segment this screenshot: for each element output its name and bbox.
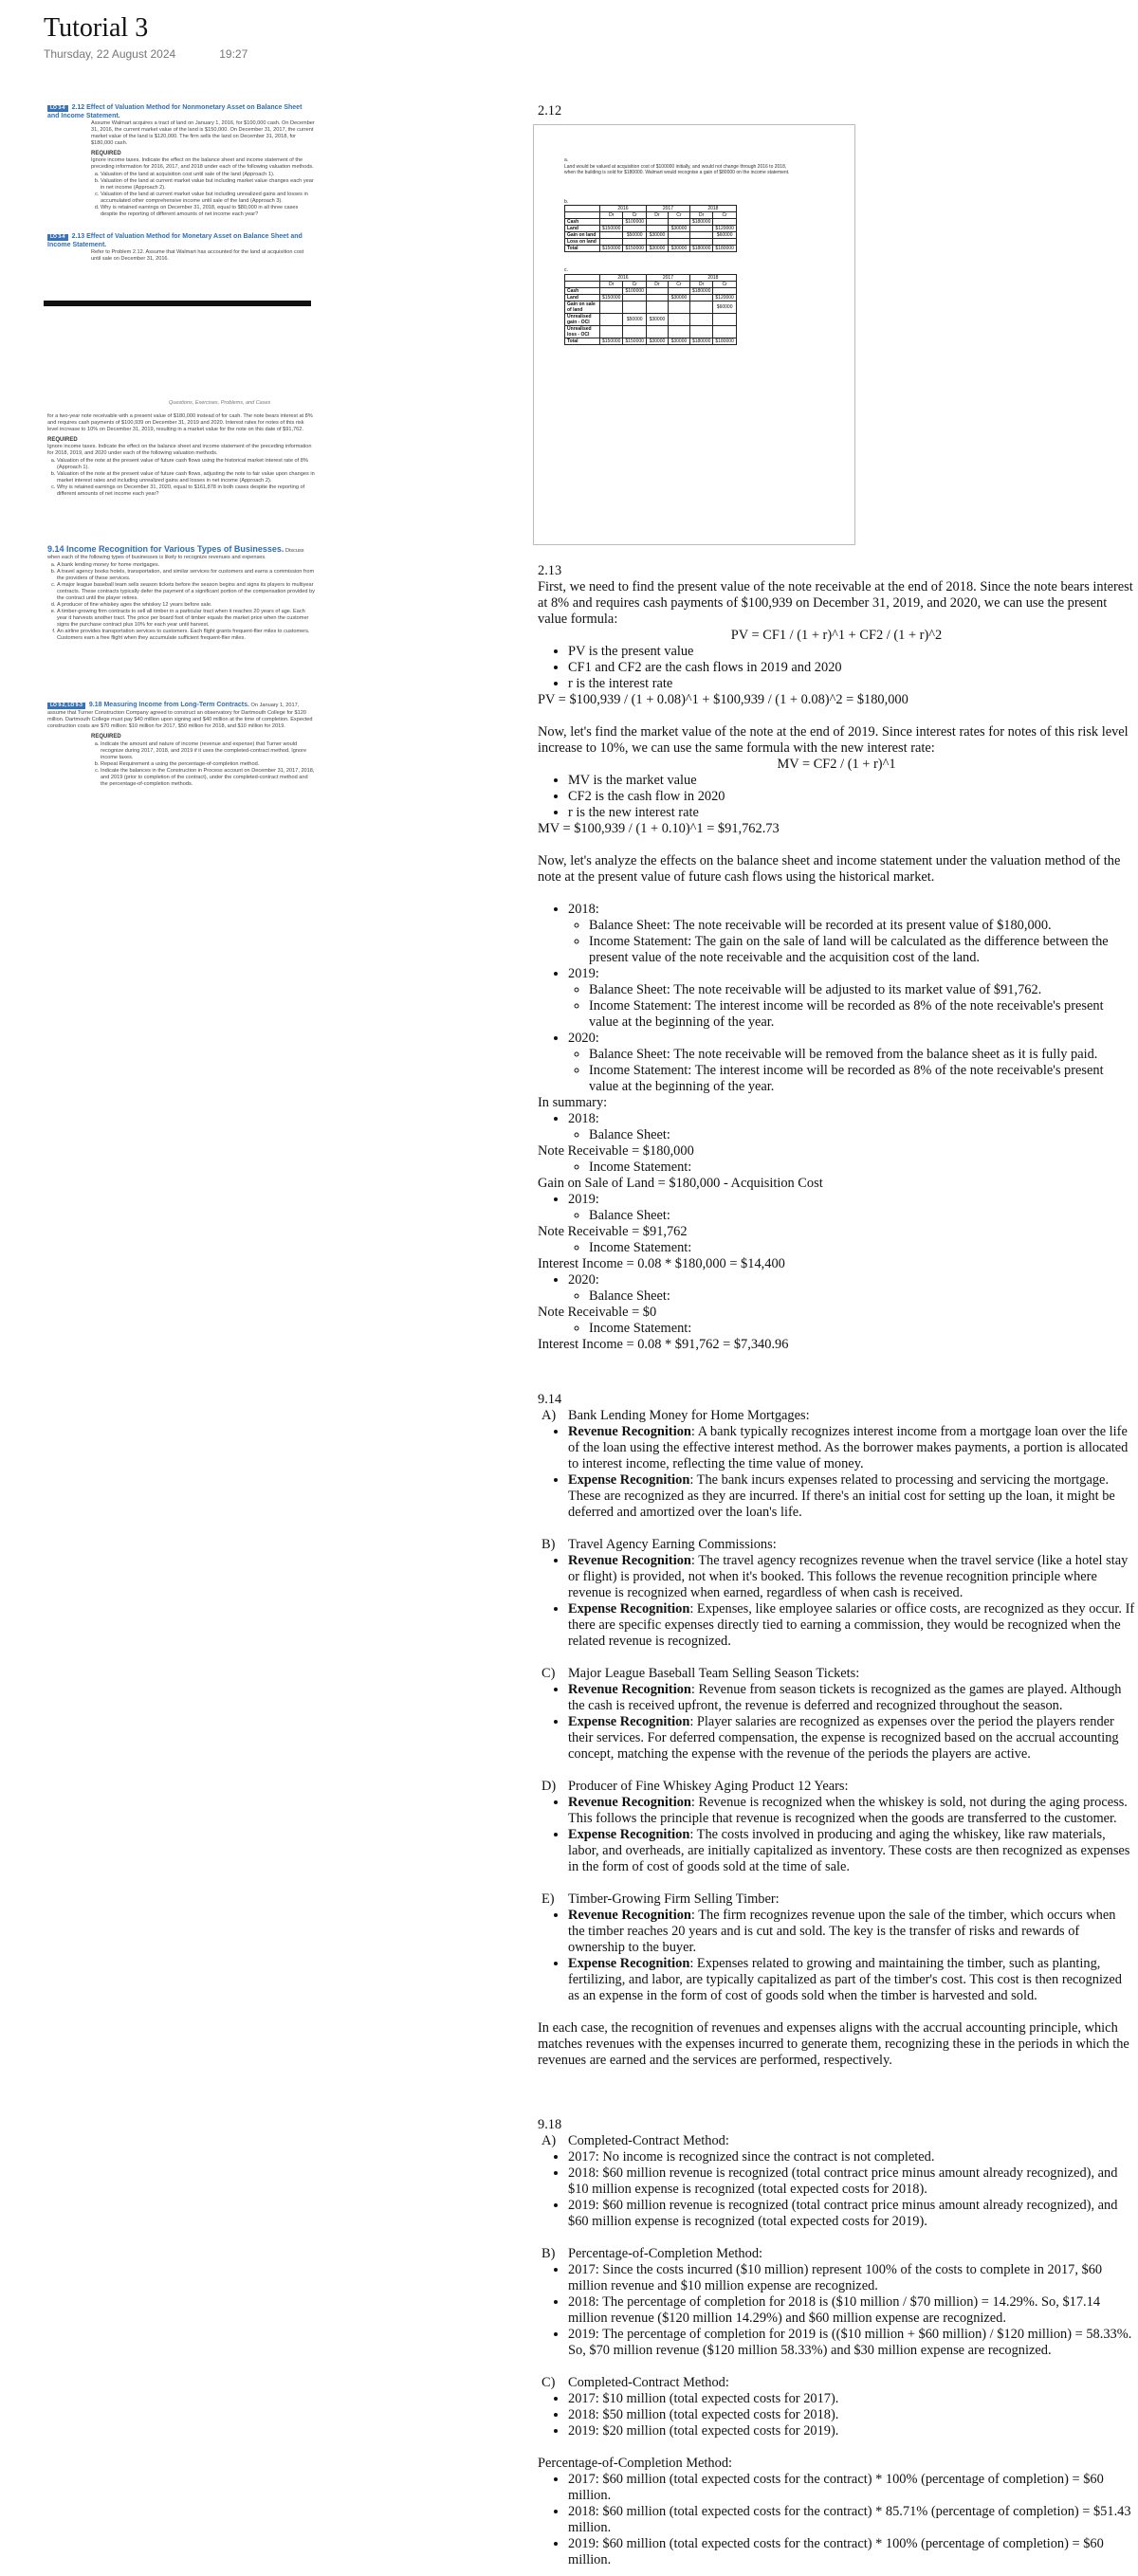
list-item: ◦ Balance Sheet: The note receivable will be adjusted to its market value of $91,762. xyxy=(589,982,1135,998)
list-item: ◦ Income Statement: xyxy=(589,1321,1135,1337)
table-cell xyxy=(600,232,623,239)
list-item: • r is the interest rate xyxy=(568,676,1135,692)
table-cell xyxy=(623,301,646,314)
list-item: e. A timber-growing firm contracts to sell all timber in a particular tract when it reaches 20 years of age. Each year it harvests another tract. The price per board foot of timber equals the market price when the customer signs the purchase contract plus 10% for each year until harvest. xyxy=(57,609,315,629)
table-cell: $120000 xyxy=(713,226,736,232)
list-item: • 2017: Since the costs incurred ($10 million) represent 100% of the costs to complete in 2017, $60 million revenue and $10 million expense are recognized. xyxy=(568,2262,1135,2294)
required-text: Ignore income taxes. Indicate the effect on the balance sheet and income statement of the preceding information for 2018, 2019, and 2020 under each of the following valuation methods. xyxy=(47,444,312,456)
part-label: B) xyxy=(541,1537,556,1552)
expense-recognition-label: Expense Recognition xyxy=(568,1472,690,1488)
table-cell xyxy=(689,314,712,326)
list-item: ◦ Balance Sheet: The note receivable will be recorded at its present value of $180,000. xyxy=(589,918,1135,934)
part-title: Travel Agency Earning Commissions: xyxy=(568,1537,777,1552)
year-label: 2018: xyxy=(568,1111,599,1126)
table-cell xyxy=(600,288,623,295)
table-row xyxy=(565,295,737,301)
part-title: Percentage-of-Completion Method: xyxy=(568,2246,763,2261)
table-cell: $100000 xyxy=(623,288,646,295)
part-label: E) xyxy=(541,1891,555,1907)
part-label: C) xyxy=(541,2375,556,2390)
list-item xyxy=(568,1827,1135,1875)
table-cell: $30000 xyxy=(646,232,668,239)
table-cell xyxy=(668,288,689,295)
list-item: • CF1 and CF2 are the cash flows in 2019 and 2020 xyxy=(568,660,1135,676)
table-header-cell: 2017 xyxy=(646,275,689,282)
table-cell xyxy=(623,239,646,246)
part-label: A) xyxy=(541,1408,557,1423)
year-label: 2019: xyxy=(568,1192,599,1207)
table-cell: $50000 xyxy=(623,314,646,326)
list-item: • r is the new interest rate xyxy=(568,805,1135,821)
list-item: • 2017: No income is recognized since the contract is not completed. xyxy=(568,2149,1135,2165)
table-cell: $60000 xyxy=(713,301,736,314)
table-cell: $60000 xyxy=(713,232,736,239)
problem-body: Discuss when each of the following types of businesses is likely to recognize revenues and expenses. xyxy=(47,548,304,560)
list-item xyxy=(568,1714,1135,1763)
table-row xyxy=(565,226,737,232)
list-item: ◦ Balance Sheet: xyxy=(589,1127,1135,1143)
lo-tag: LO 9-2, LO 9-3 xyxy=(47,703,85,709)
page-divider xyxy=(44,301,311,306)
solution-a-label: a. xyxy=(564,157,569,163)
paragraph: First, we need to find the present value of the note receivable at the end of 2018. Since the note bears interest at 8% and requires cash payments of $100,939 on December 31, 2019, and 2020, we can use the present value formula: xyxy=(538,579,1133,627)
list-item: a. Indicate the amount and nature of income (revenue and expense) that Turner would recognize during 2017, 2018, and 2019 if it uses the completed-contract method. Ignore income taxes. xyxy=(101,741,315,761)
required-heading: REQUIRED xyxy=(91,151,121,156)
table-cell: $180000 xyxy=(689,219,712,226)
list-item xyxy=(568,1472,1135,1521)
list-item: • 2018: $60 million (total expected costs for the contract) * 85.71% (percentage of completion) = $51.43 million. xyxy=(568,2504,1135,2536)
table-cell xyxy=(646,219,668,226)
lo-tag: LO 3-4 xyxy=(47,105,68,112)
textbook-problem-2-13 xyxy=(47,233,315,263)
part-3 xyxy=(538,1779,1135,1875)
problem-body: for a two-year note receivable with a present value of $180,000 instead of for cash. The note bears interest at 8% and requires cash payments of $100,939 on December 31, 2019 and 2020. Interest rates for notes of this risk level increase to 10% on December 31, 2019, resulting in a market value for the note on this date of $91,762. xyxy=(47,413,313,432)
table-cell xyxy=(600,219,623,226)
table-cell xyxy=(565,206,600,212)
revenue-text: : A bank typically recognizes interest income from a mortgage loan over the life of the loan using the effective interest method. As the borrower makes payments, a portion is allocated to interest income, reflecting the time value of money. xyxy=(568,1424,1129,1471)
problem-title: 9.18 Measuring Income from Long-Term Contracts. xyxy=(88,702,249,708)
part-0 xyxy=(538,1408,1135,1521)
table-header-cell: Dr xyxy=(646,212,668,219)
table-cell xyxy=(600,314,623,326)
table-cell: $180000 xyxy=(689,338,712,345)
table-cell xyxy=(713,326,736,338)
revenue-recognition-label: Revenue Recognition xyxy=(568,1424,691,1439)
revenue-text: : The firm recognizes revenue upon the sale of the timber, which occurs when the timber reaches 20 years and is cut and sold. The key is the transfer of risks and rewards of ownership to the buyer. xyxy=(568,1908,1116,1955)
problem-body: On January 1, 2017, assume that Turner Construction Company agreed to construct an observatory for Dartmouth College for $120 million. Dartmouth College must pay $40 million upon signing and $40 million at the time of completion. Expected construction costs are $70 million: $10 million for 2017, $50 million for 2018, and $10 million for 2019. xyxy=(47,703,313,729)
expense-text: : Expenses, like employee salaries or office costs, are recognized as they occur. If there are specific expenses directly tied to earning a commission, they would be recognized when the related revenue is recognized. xyxy=(568,1601,1135,1649)
summary-line: Interest Income = 0.08 * $91,762 = $7,340.96 xyxy=(538,1337,789,1352)
part-4 xyxy=(538,1891,1135,2004)
list-item: a. Valuation of the land at acquisition cost until sale of the land (Approach 1). xyxy=(101,172,315,178)
table-cell xyxy=(668,219,689,226)
table-header-cell: Cr xyxy=(668,212,689,219)
table-cell: $150000 xyxy=(600,226,623,232)
table-row-label: Cash xyxy=(565,288,600,295)
year-label: 2020: xyxy=(568,1031,599,1046)
year-label: 2018: xyxy=(568,902,599,917)
table-header-cell: Dr xyxy=(600,212,623,219)
table-row xyxy=(565,239,737,246)
part-title: Completed-Contract Method: xyxy=(568,2133,729,2148)
table-cell: $30000 xyxy=(668,295,689,301)
page-dateline xyxy=(44,47,291,61)
list-item: ◦ Income Statement: The interest income will be recorded as 8% of the note receivable's present value at the beginning of the year. xyxy=(589,1063,1135,1095)
list-item: • 2019: $60 million revenue is recognized (total contract price minus amount already recognized), and $60 million expense is recognized (total expected costs for 2019). xyxy=(568,2198,1135,2230)
list-item: ◦ Balance Sheet: xyxy=(589,1288,1135,1305)
table-cell: $150000 xyxy=(623,246,646,252)
section-heading-2-12: 2.12 xyxy=(538,103,562,119)
list-item xyxy=(568,1908,1135,1956)
table-cell: $100000 xyxy=(623,219,646,226)
list-item: • 2019: $20 million (total expected costs for 2019). xyxy=(568,2423,1135,2439)
table-cell: $50000 xyxy=(623,232,646,239)
problem-title: 2.12 Effect of Valuation Method for Nonmonetary Asset on Balance Sheet and Income Statement. xyxy=(47,104,303,119)
table-header-cell: Cr xyxy=(668,282,689,288)
table-header-cell: 2018 xyxy=(689,206,736,212)
table-cell: $30000 xyxy=(668,246,689,252)
table-header-cell: 2018 xyxy=(689,275,736,282)
list-item xyxy=(568,1553,1135,1601)
problem-title: 9.14 Income Recognition for Various Types of Businesses. xyxy=(47,544,284,554)
table-row xyxy=(565,338,737,345)
part-title: Major League Baseball Team Selling Season Tickets: xyxy=(568,1666,860,1681)
table-row-label: Unrealised loss - OCI xyxy=(565,326,600,338)
required-text: Ignore income taxes. Indicate the effect on the balance sheet and income statement of the preceding information for 2016, 2017, and 2018 under each of the following valuation methods. xyxy=(91,157,314,170)
summary-line: Interest Income = 0.08 * $180,000 = $14,400 xyxy=(538,1256,785,1271)
table-cell xyxy=(713,288,736,295)
list-item: • 2017: $10 million (total expected costs for 2017). xyxy=(568,2391,1135,2407)
part-1 xyxy=(538,1537,1135,1650)
embedded-solution-document xyxy=(533,124,855,545)
list-item: • 2018: $50 million (total expected costs for 2018). xyxy=(568,2407,1135,2423)
table-header-cell: 2016 xyxy=(600,206,647,212)
table-cell xyxy=(623,226,646,232)
formula: PV = CF1 / (1 + r)^1 + CF2 / (1 + r)^2 xyxy=(730,628,943,643)
table-header-cell: Dr xyxy=(646,282,668,288)
revenue-text: : Revenue from season tickets is recognized as the games are played. Although the cash is received upfront, the revenue is deferred and recognized throughout the season. xyxy=(568,1682,1122,1713)
table-cell xyxy=(600,326,623,338)
list-item xyxy=(568,1424,1135,1472)
list-item: • 2018: $60 million revenue is recognized (total contract price minus amount already recognized), and $10 million expense is recognized (total expected costs for 2018). xyxy=(568,2165,1135,2198)
part-title: Bank Lending Money for Home Mortgages: xyxy=(568,1408,810,1423)
table-cell xyxy=(623,326,646,338)
page-time: 19:27 xyxy=(219,47,248,61)
solution-table-b xyxy=(564,205,737,252)
running-header: Questions, Exercises, Problems, and Cases xyxy=(169,400,271,406)
table-row xyxy=(565,326,737,338)
table-cell xyxy=(646,326,668,338)
table-row xyxy=(565,219,737,226)
list-item: • PV is the present value xyxy=(568,644,1135,660)
table-header-cell: Cr xyxy=(713,212,736,219)
list-item: b. Valuation of the note at the present value of future cash flows, adjusting the note to fair value upon changes in market interest rates and including unrealized gains and losses in net income (Approach 2). xyxy=(57,471,315,484)
page-title: Tutorial 3 xyxy=(44,13,149,43)
table-cell xyxy=(565,282,600,288)
table-cell xyxy=(689,301,712,314)
table-row xyxy=(565,301,737,314)
table-cell: $30000 xyxy=(646,314,668,326)
part-title: Timber-Growing Firm Selling Timber: xyxy=(568,1891,780,1907)
table-cell xyxy=(689,295,712,301)
table-cell xyxy=(623,295,646,301)
table-cell: $30000 xyxy=(668,338,689,345)
list-item: c. Why is retained earnings on December 31, 2020, equal to $161,878 in both cases despite the reporting of different amounts of net income each year? xyxy=(57,484,315,498)
part-label: C) xyxy=(541,1666,556,1681)
list-item: a. A bank lending money for home mortgages. xyxy=(57,562,315,569)
list-item: b. Repeat Requirement a using the percentage-of-completion method. xyxy=(101,761,315,768)
table-cell xyxy=(646,288,668,295)
section-heading: 9.18 xyxy=(538,2117,562,2132)
year-label: 2019: xyxy=(568,966,599,981)
table-header-cell: Cr xyxy=(623,282,646,288)
table-row-label: Total xyxy=(565,338,600,345)
list-item: b. A travel agency books hotels, transportation, and similar services for customers and earns a commission from the providers of these services. xyxy=(57,569,315,582)
part-label: B) xyxy=(541,2246,556,2261)
table-header-cell: Dr xyxy=(689,282,712,288)
expense-text: : The costs involved in producing and aging the whiskey, like raw materials, labor, and overheads, are initially capitalized as inventory. These costs are then recognized as expenses in the form of cost of goods sold at the time of sale. xyxy=(568,1827,1130,1874)
solution-a-text: Land would be valued at acquisition cost of $100000 initially, and would not change through 2016 to 2018, when the building is sold for $180000. Walmart would recognise a gain of $80000 on the income statement. xyxy=(564,163,790,175)
paragraph: Now, let's find the market value of the note at the end of 2019. Since interest rates for notes of this risk level increase to 10%, we can use the same formula with the new interest rate: xyxy=(538,724,1129,756)
list-item: ◦ Income Statement: The gain on the sale of land will be calculated as the difference between the present value of the note receivable and the acquisition cost of the land. xyxy=(589,934,1135,966)
problem-body: Assume Walmart acquires a tract of land on January 1, 2016, for $100,000 cash. On December 31, 2016, the current market value of the land is $150,000. On December 31, 2017, the current market value of the land is $120,000. The firm sells the land on December 31, 2018, for $180,000 cash. xyxy=(91,120,315,146)
table-header-cell: 2016 xyxy=(600,275,647,282)
table-cell: $30000 xyxy=(646,246,668,252)
section-heading: 2.13 xyxy=(538,563,562,578)
textbook-problem-9-18 xyxy=(47,702,315,788)
expense-recognition-label: Expense Recognition xyxy=(568,1827,690,1842)
part-title: Producer of Fine Whiskey Aging Product 12 Years: xyxy=(568,1779,849,1794)
solution-b-label: b. xyxy=(564,199,569,205)
table-header-cell: Dr xyxy=(600,282,623,288)
textbook-problem-9-14 xyxy=(47,544,315,642)
list-item: ◦ Income Statement: xyxy=(589,1160,1135,1176)
paragraph: In each case, the recognition of revenues and expenses aligns with the accrual accounting principle, which matches revenues with the expenses incurred to generate them, recognizing these in the periods in which the revenues are earned and the services are performed, respectively. xyxy=(538,2020,1129,2068)
list-item xyxy=(568,1682,1135,1714)
result-line: MV = $100,939 / (1 + 0.10)^1 = $91,762.73 xyxy=(538,821,780,836)
table-row-label: Land xyxy=(565,226,600,232)
table-row-label: Gain on land xyxy=(565,232,600,239)
table-row xyxy=(565,206,737,212)
table-row-label: Total xyxy=(565,246,600,252)
revenue-recognition-label: Revenue Recognition xyxy=(568,1553,691,1568)
table-cell xyxy=(713,314,736,326)
table-row xyxy=(565,246,737,252)
list-item: • 2018: The percentage of completion for 2018 is ($10 million / $70 million) = 14.29%. So, $17.14 million revenue ($120 million 14.29%) and $60 million expense are recognized. xyxy=(568,2294,1135,2327)
table-cell: $150000 xyxy=(600,246,623,252)
table-header-cell: Cr xyxy=(623,212,646,219)
table-cell xyxy=(668,301,689,314)
table-row xyxy=(565,314,737,326)
table-header-cell: 2017 xyxy=(646,206,689,212)
list-item: a. Valuation of the note at the present value of future cash flows using the historical market interest rate of 8% (Approach 1). xyxy=(57,458,315,471)
solution-table-c xyxy=(564,274,737,345)
table-header-cell: Dr xyxy=(689,212,712,219)
table-cell xyxy=(689,239,712,246)
required-heading: REQUIRED xyxy=(47,437,78,443)
list-item xyxy=(568,1956,1135,2004)
part-label: A) xyxy=(541,2133,557,2148)
table-row xyxy=(565,212,737,219)
solution-c-label: c. xyxy=(564,267,568,273)
table-cell xyxy=(600,239,623,246)
list-item: d. Why is retained earnings on December 31, 2018, equal to $80,000 in all three cases despite the reporting of different amounts of net income each year? xyxy=(101,205,315,218)
section-heading: 9.14 xyxy=(538,1392,562,1407)
table-cell: $150000 xyxy=(600,295,623,301)
textbook-problem-2-12 xyxy=(47,104,315,218)
list-item: • 2017: $60 million (total expected costs for the contract) * 100% (percentage of completion) = $60 million. xyxy=(568,2472,1135,2504)
revenue-recognition-label: Revenue Recognition xyxy=(568,1908,691,1923)
table-cell: $30000 xyxy=(646,338,668,345)
list-item: c. A major league baseball team sells season tickets before the season begins and signs its players to multiyear contracts. These contracts typically defer the payment of a significant portion of the compensation provided by the contract until the player retires. xyxy=(57,582,315,602)
list-item: ◦ Income Statement: The interest income will be recorded as 8% of the note receivable's present value at the beginning of the year. xyxy=(589,998,1135,1031)
table-cell xyxy=(713,219,736,226)
table-row-label: Cash xyxy=(565,219,600,226)
list-item xyxy=(568,1601,1135,1650)
table-row xyxy=(565,288,737,295)
summary-heading: In summary: xyxy=(538,1095,608,1110)
list-item: c. Valuation of the land at current market value but including unrealized gains and losses in accumulated other comprehensive income until sale of the land (Approach 3). xyxy=(101,192,315,205)
table-cell xyxy=(646,301,668,314)
table-cell xyxy=(668,239,689,246)
part-2 xyxy=(538,1666,1135,1763)
table-cell: $150000 xyxy=(623,338,646,345)
list-item: • MV is the market value xyxy=(568,773,1135,789)
table-cell xyxy=(689,232,712,239)
table-row-label: Land xyxy=(565,295,600,301)
list-item: • 2019: $60 million (total expected costs for the contract) * 100% (percentage of completion) = $60 million. xyxy=(568,2536,1135,2568)
problem-body: Refer to Problem 2.12. Assume that Walmart has accounted for the land at acquisition cost until sale on December 31, 2016. xyxy=(91,249,304,262)
table-cell xyxy=(600,301,623,314)
section-2-13 xyxy=(538,563,1135,1353)
table-cell: $180000 xyxy=(689,288,712,295)
list-item: • 2019: The percentage of completion for 2019 is (($10 million + $60 million) / $120 million) = 58.33%. So, $70 million revenue ($120 million 58.33%) and $30 million expense are recognized. xyxy=(568,2327,1135,2359)
part-label: D) xyxy=(541,1779,557,1794)
table-cell xyxy=(713,239,736,246)
table-row xyxy=(565,282,737,288)
section-9-14 xyxy=(538,1392,1135,2069)
expense-recognition-label: Expense Recognition xyxy=(568,1956,690,1971)
table-cell: $180000 xyxy=(713,338,736,345)
year-label: 2020: xyxy=(568,1272,599,1288)
table-cell xyxy=(668,326,689,338)
table-cell xyxy=(646,226,668,232)
list-item: ◦ Balance Sheet: xyxy=(589,1208,1135,1224)
expense-text: : The bank incurs expenses related to processing and servicing the mortgage. These are recognized as they are incurred. If there's an initial cost for setting up the loan, it might be deferred and amortized over the loan's life. xyxy=(568,1472,1115,1520)
table-cell: $120000 xyxy=(713,295,736,301)
expense-text: : Player salaries are recognized as expenses over the period the players render their services. For deferred compensation, the expense is recognized based on the accrual accounting concept, matching the expense with the revenue of the periods the players are active. xyxy=(568,1714,1119,1762)
list-item: ◦ Income Statement: xyxy=(589,1240,1135,1256)
list-item: f. An airline provides transportation services to customers. Each flight grants frequent-flier miles to customers. Customers earn a free flight when they accumulate sufficient frequent-flier miles. xyxy=(57,629,315,642)
part-title: Completed-Contract Method: xyxy=(568,2375,729,2390)
table-cell: $150000 xyxy=(600,338,623,345)
summary-line: Gain on Sale of Land = $180,000 - Acquisition Cost xyxy=(538,1176,823,1191)
summary-line: Note Receivable = $180,000 xyxy=(538,1143,694,1159)
list-item: c. Indicate the balances in the Construction in Process account on December 31, 2017, 2018, and 2019 (prior to completion of the contract), under the completed-contract method and the percentage-of-completion methods. xyxy=(101,768,315,788)
table-row xyxy=(565,232,737,239)
table-cell xyxy=(565,275,600,282)
list-item: b. Valuation of the land at current market value but including market value changes each year in net income (Approach 2). xyxy=(101,178,315,192)
problem-title: 2.13 Effect of Valuation Method for Monetary Asset on Balance Sheet and Income Statement. xyxy=(47,233,303,248)
page-date: Thursday, 22 August 2024 xyxy=(44,47,176,61)
table-cell xyxy=(565,212,600,219)
required-heading: REQUIRED xyxy=(91,733,121,740)
table-cell: $30000 xyxy=(668,226,689,232)
formula: MV = CF2 / (1 + r)^1 xyxy=(777,757,896,772)
table-header-cell: Cr xyxy=(713,282,736,288)
result-line: PV = $100,939 / (1 + 0.08)^1 + $100,939 / (1 + 0.08)^2 = $180,000 xyxy=(538,692,909,707)
table-cell xyxy=(646,295,668,301)
table-row-label: Loss on land xyxy=(565,239,600,246)
section-9-18 xyxy=(538,2117,1135,2568)
table-cell xyxy=(668,314,689,326)
list-item: d. A producer of fine whiskey ages the whiskey 12 years before sale. xyxy=(57,602,315,609)
table-cell xyxy=(646,239,668,246)
textbook-problem-2-13-continued xyxy=(47,413,315,498)
revenue-text: : Revenue is recognized when the whiskey is sold, not during the aging process. This follows the principle that revenue is recognized when the goods are transferred to the customer. xyxy=(568,1795,1128,1826)
summary-line: Note Receivable = $0 xyxy=(538,1305,657,1320)
table-cell: $180000 xyxy=(713,246,736,252)
table-cell: $180000 xyxy=(689,246,712,252)
table-row-label: Unrealised gain - OCI xyxy=(565,314,600,326)
expense-recognition-label: Expense Recognition xyxy=(568,1714,690,1729)
list-item: ◦ Balance Sheet: The note receivable will be removed from the balance sheet as it is fully paid. xyxy=(589,1047,1135,1063)
summary-line: Note Receivable = $91,762 xyxy=(538,1224,688,1239)
table-row xyxy=(565,275,737,282)
list-item: • CF2 is the cash flow in 2020 xyxy=(568,789,1135,805)
expense-text: : Expenses related to growing and maintaining the timber, such as planting, fertilizing, and labor, are typically capitalized as part of the timber's cost. This cost is then recognized as an expense in the form of cost of goods sold when the timber is harvested and sold. xyxy=(568,1956,1122,2003)
table-cell xyxy=(689,326,712,338)
expense-recognition-label: Expense Recognition xyxy=(568,1601,690,1617)
revenue-recognition-label: Revenue Recognition xyxy=(568,1682,691,1697)
table-row-label: Gain on sale of land xyxy=(565,301,600,314)
paragraph: Now, let's analyze the effects on the balance sheet and income statement under the valuation method of the note at the present value of future cash flows using the historical market. xyxy=(538,853,1121,885)
revenue-text: : The travel agency recognizes revenue when the travel service (like a hotel stay or flight) is provided, not when it's booked. This follows the revenue recognition principle where revenue is recognized when earned, regardless of when cash is received. xyxy=(568,1553,1129,1600)
table-cell xyxy=(668,232,689,239)
revenue-recognition-label: Revenue Recognition xyxy=(568,1795,691,1810)
table-cell xyxy=(689,226,712,232)
list-item xyxy=(568,1795,1135,1827)
part-title: Percentage-of-Completion Method: xyxy=(538,2456,733,2471)
lo-tag: LO 3-4 xyxy=(47,234,68,241)
